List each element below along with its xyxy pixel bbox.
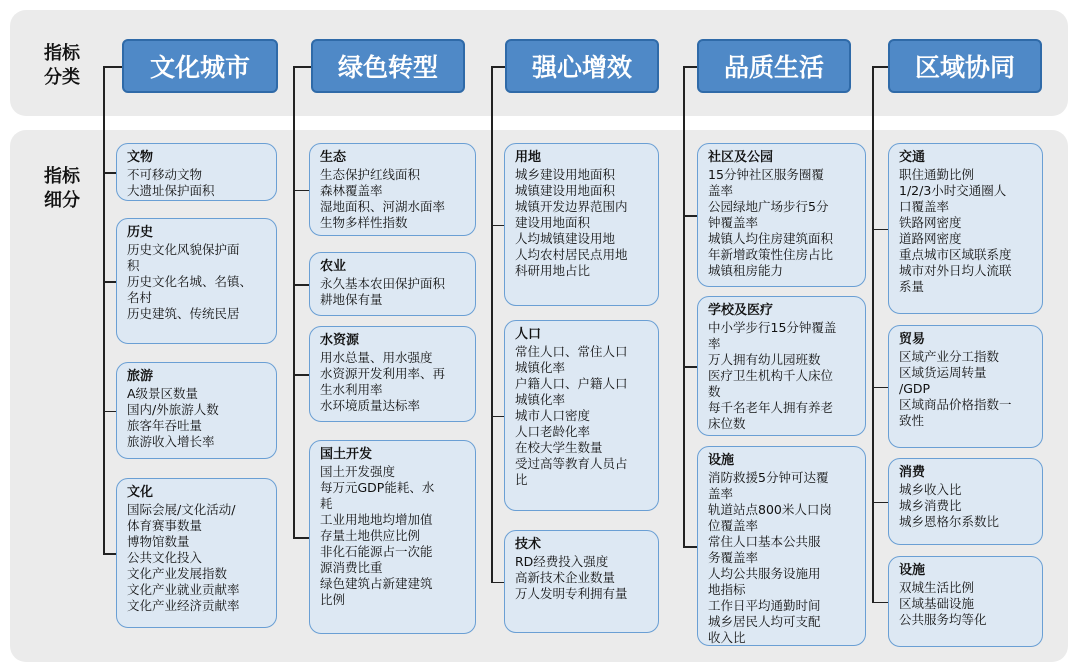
category-box: 绿色转型	[311, 39, 465, 93]
indicator-line: 在校大学生数量	[515, 440, 603, 455]
indicator-line: 水资源开发利用率、再	[320, 366, 446, 381]
indicator-group-title: 文化	[127, 485, 154, 500]
connector-branch	[103, 553, 116, 555]
indicator-box	[504, 530, 659, 633]
indicator-line: 城镇租房能力	[708, 263, 784, 278]
indicator-line: 城镇开发边界范围内	[515, 199, 628, 214]
indicator-line: 务覆盖率	[708, 550, 759, 565]
indicator-line: 城乡消费比	[899, 498, 962, 513]
indicator-line: 公共文化投入	[127, 550, 203, 565]
indicator-box	[116, 143, 277, 201]
indicator-line: 湿地面积、河湖水面率	[320, 199, 446, 214]
connector-trunk	[872, 66, 874, 602]
indicator-line: 工业用地地均增加值	[320, 512, 433, 527]
category-box: 强心增效	[505, 39, 659, 93]
indicator-line: 城市对外日均人流联	[899, 263, 1012, 278]
indicator-line: 博物馆数量	[127, 534, 190, 549]
indicator-box	[116, 218, 277, 344]
indicator-line: 存量土地供应比例	[320, 528, 421, 543]
indicator-line: 区域基础设施	[899, 596, 975, 611]
indicator-group-title: 设施	[899, 563, 926, 578]
indicator-line: 城乡恩格尔系数比	[899, 514, 1000, 529]
indicator-group-title: 贸易	[899, 332, 926, 347]
indicator-line: 区域商品价格指数一	[899, 397, 1012, 412]
indicator-group-title: 国土开发	[320, 447, 373, 462]
indicator-box	[697, 296, 866, 436]
indicator-line: 万人拥有幼儿园班数	[708, 352, 821, 367]
connector-branch	[491, 582, 504, 584]
connector-branch	[103, 172, 116, 174]
indicator-line: 水环境质量达标率	[320, 398, 421, 413]
indicator-group-title: 历史	[127, 225, 154, 240]
indicator-group-title: 设施	[708, 453, 735, 468]
connector-branch	[293, 374, 309, 376]
indicator-line: 消防救援5分钟可达覆	[708, 470, 829, 485]
indicator-line: 城乡收入比	[899, 482, 962, 497]
indicator-line: 铁路网密度	[899, 215, 962, 230]
indicator-line: 户籍人口、户籍人口	[515, 376, 628, 391]
indicator-line: 文化产业经济贡献率	[127, 598, 240, 613]
indicator-group-title: 用地	[515, 150, 542, 165]
indicator-line: 1/2/3小时交通圈人	[899, 183, 1007, 198]
indicator-line: 科研用地占比	[515, 263, 591, 278]
category-box: 品质生活	[697, 39, 851, 93]
indicator-group-title: 文物	[127, 150, 154, 165]
connector-branch	[293, 537, 309, 539]
indicator-line: 文化产业就业贡献率	[127, 582, 240, 597]
indicator-box	[888, 325, 1043, 448]
connector-trunk	[293, 66, 295, 537]
indicator-line: 职住通勤比例	[899, 167, 975, 182]
indicator-group-title: 社区及公园	[708, 150, 774, 165]
indicator-box	[697, 446, 866, 646]
indicator-group-title: 消费	[899, 465, 926, 480]
connector-branch	[683, 215, 697, 217]
indicator-line: 积	[127, 258, 140, 273]
indicator-box	[309, 326, 476, 422]
indicator-line: 城镇化率	[515, 360, 566, 375]
connector-branch	[872, 66, 888, 68]
connector-branch	[872, 229, 888, 231]
connector-trunk	[103, 66, 105, 553]
indicator-box	[888, 556, 1043, 647]
indicator-line: 源消费比重	[320, 560, 383, 575]
indicator-line: 国际会展/文化活动/	[127, 502, 236, 517]
indicator-box	[309, 252, 476, 316]
indicator-line: 体育赛事数量	[127, 518, 203, 533]
connector-branch	[872, 387, 888, 389]
indicator-line: 城乡居民人均可支配	[708, 614, 821, 629]
connector-branch	[293, 190, 309, 192]
indicator-line: 用水总量、用水强度	[320, 350, 433, 365]
indicator-box	[504, 143, 659, 306]
connector-branch	[872, 502, 888, 504]
indicator-line: 重点城市区域联系度	[899, 247, 1012, 262]
indicator-line: 系量	[899, 279, 925, 294]
indicator-box	[697, 143, 866, 287]
row-label-subdivision: 指标 细分	[44, 166, 80, 211]
indicator-line: 位覆盖率	[708, 518, 759, 533]
indicator-line: 绿色建筑占新建建筑	[320, 576, 433, 591]
indicator-line: 人均公共服务设施用	[708, 566, 821, 581]
indicator-line: 城市人口密度	[515, 408, 591, 423]
category-box: 区域协同	[888, 39, 1042, 93]
indicator-line: 国内/外旅游人数	[127, 402, 219, 417]
connector-branch	[683, 66, 697, 68]
indicator-line: 公园绿地广场步行5分	[708, 199, 829, 214]
indicator-line: 旅客年吞吐量	[127, 418, 203, 433]
indicator-group-title: 人口	[515, 327, 542, 342]
connector-branch	[293, 66, 311, 68]
indicator-line: 人口老龄化率	[515, 424, 591, 439]
indicator-line: 床位数	[708, 416, 746, 431]
indicator-line: 区域货运周转量	[899, 365, 987, 380]
indicator-line: 年新增政策性住房占比	[708, 247, 834, 262]
indicator-line: 医疗卫生机构千人床位	[708, 368, 834, 383]
indicator-line: 森林覆盖率	[320, 183, 383, 198]
indicator-group-title: 农业	[320, 259, 347, 274]
indicator-line: 受过高等教育人员占	[515, 456, 628, 471]
indicator-group-title: 水资源	[320, 333, 360, 348]
connector-branch	[491, 66, 505, 68]
indicator-line: 钟覆盖率	[708, 215, 759, 230]
indicator-group-title: 学校及医疗	[708, 303, 774, 318]
indicator-line: 历史文化风貌保护面	[127, 242, 240, 257]
connector-branch	[491, 416, 504, 418]
indicator-line: 致性	[899, 413, 925, 428]
indicator-group-title: 交通	[899, 150, 926, 165]
indicator-line: 城镇化率	[515, 392, 566, 407]
indicator-line: 区域产业分工指数	[899, 349, 1000, 364]
indicator-line: 口覆盖率	[899, 199, 950, 214]
indicator-line: 历史文化名城、名镇、	[127, 274, 253, 289]
indicator-line: 比	[515, 472, 528, 487]
indicator-line: 不可移动文物	[127, 167, 203, 182]
indicator-line: A级景区数量	[127, 386, 199, 401]
indicator-line: 旅游收入增长率	[127, 434, 215, 449]
indicator-box	[116, 478, 277, 628]
indicator-line: 常住人口基本公共服	[708, 534, 821, 549]
indicator-line: 永久基本农田保护面积	[320, 276, 446, 291]
indicator-line: /GDP	[899, 381, 931, 396]
connector-branch	[683, 366, 697, 368]
indicator-line: 历史建筑、传统民居	[127, 306, 240, 321]
indicator-line: 万人发明专利拥有量	[515, 586, 628, 601]
indicator-line: 盖率	[708, 183, 734, 198]
indicator-box	[504, 320, 659, 511]
indicator-line: 城乡建设用地面积	[515, 167, 616, 182]
indicator-line: 工作日平均通勤时间	[708, 598, 821, 613]
connector-branch	[293, 284, 309, 286]
indicator-line: 率	[708, 336, 721, 351]
indicator-line: 名村	[127, 290, 153, 305]
indicator-box	[116, 362, 277, 459]
indicator-box	[888, 458, 1043, 545]
indicator-line: 每万元GDP能耗、水	[320, 480, 435, 495]
connector-branch	[683, 546, 697, 548]
connector-trunk	[683, 66, 685, 546]
indicator-line: 收入比	[708, 630, 746, 645]
row-label-category: 指标 分类	[44, 43, 80, 88]
indicator-line: 比例	[320, 592, 346, 607]
category-box: 文化城市	[122, 39, 278, 93]
indicator-line: 每千名老年人拥有养老	[708, 400, 834, 415]
indicator-group-title: 技术	[515, 537, 542, 552]
indicator-line: 国土开发强度	[320, 464, 396, 479]
indicator-line: RD经费投入强度	[515, 554, 609, 569]
indicator-line: 耗	[320, 496, 333, 511]
indicator-line: 数	[708, 384, 721, 399]
indicator-box	[309, 143, 476, 236]
indicator-box	[888, 143, 1043, 314]
indicator-line: 道路网密度	[899, 231, 962, 246]
indicator-line: 城镇人均住房建筑面积	[708, 231, 834, 246]
indicator-line: 常住人口、常住人口	[515, 344, 628, 359]
indicator-line: 大遗址保护面积	[127, 183, 215, 198]
indicator-line: 生态保护红线面积	[320, 167, 421, 182]
indicator-line: 建设用地面积	[515, 215, 591, 230]
indicator-line: 非化石能源占一次能	[320, 544, 433, 559]
indicator-line: 高新技术企业数量	[515, 570, 616, 585]
indicator-group-title: 生态	[320, 150, 347, 165]
indicator-line: 盖率	[708, 486, 734, 501]
connector-branch	[491, 225, 504, 227]
connector-branch	[103, 281, 116, 283]
indicator-line: 地指标	[708, 582, 746, 597]
indicator-line: 人均农村居民点用地	[515, 247, 628, 262]
connector-branch	[872, 602, 888, 604]
connector-trunk	[491, 66, 493, 582]
indicator-box	[309, 440, 476, 634]
indicator-line: 双城生活比例	[899, 580, 975, 595]
indicator-line: 人均城镇建设用地	[515, 231, 616, 246]
indicator-line: 公共服务均等化	[899, 612, 987, 627]
indicator-line: 耕地保有量	[320, 292, 383, 307]
indicator-line: 城镇建设用地面积	[515, 183, 616, 198]
connector-branch	[103, 66, 122, 68]
indicator-line: 文化产业发展指数	[127, 566, 228, 581]
indicator-group-title: 旅游	[127, 369, 154, 384]
indicator-line: 生物多样性指数	[320, 215, 408, 230]
indicator-line: 中小学步行15分钟覆盖	[708, 320, 837, 335]
indicator-line: 15分钟社区服务圈覆	[708, 167, 824, 182]
indicator-line: 轨道站点800米人口岗	[708, 502, 832, 517]
indicator-line: 生水利用率	[320, 382, 383, 397]
connector-branch	[103, 411, 116, 413]
